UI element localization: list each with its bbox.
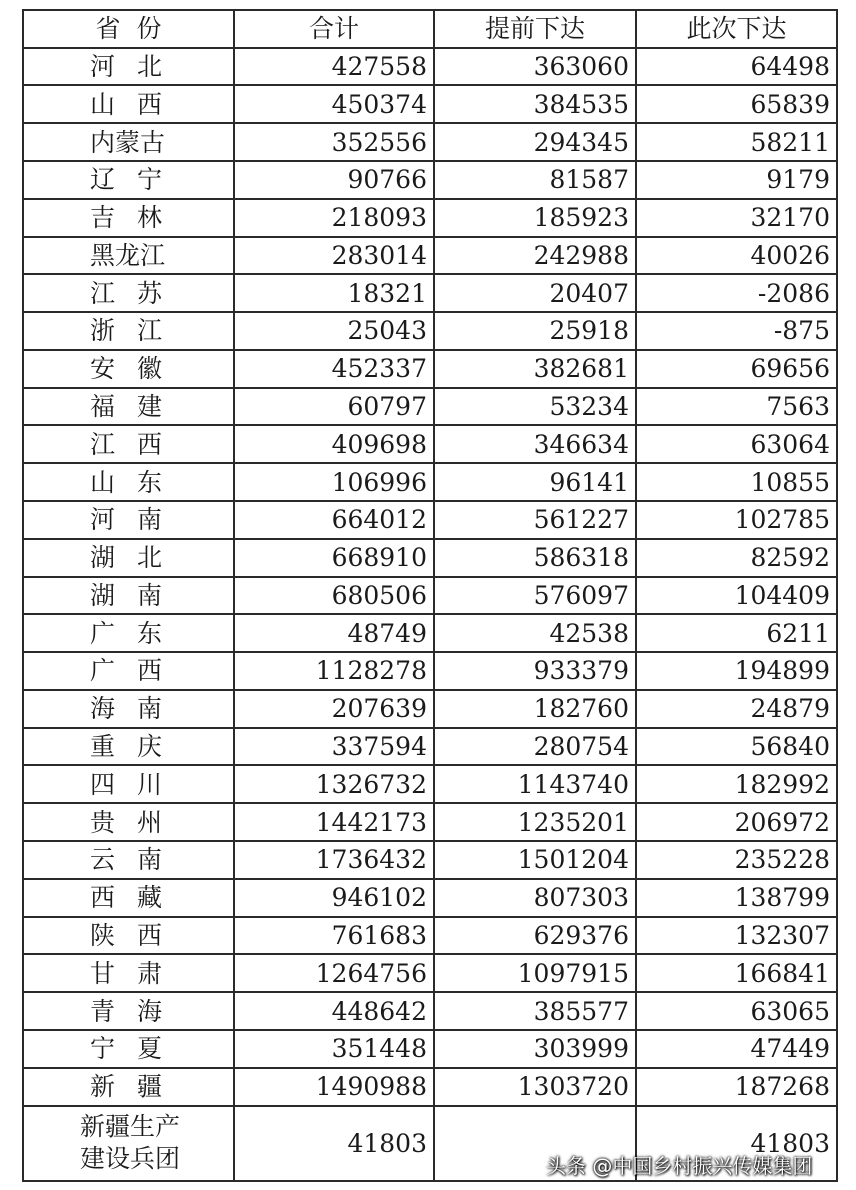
advance-cell: 576097 bbox=[434, 577, 636, 615]
province-cell: 湖南 bbox=[23, 577, 234, 615]
advance-cell: 1097915 bbox=[434, 954, 636, 992]
header-row bbox=[23, 10, 837, 48]
total-cell: 48749 bbox=[234, 614, 434, 652]
current-cell: 235228 bbox=[636, 841, 837, 879]
current-cell: -875 bbox=[636, 312, 837, 350]
current-cell: 69656 bbox=[636, 350, 837, 388]
table-row bbox=[23, 274, 837, 312]
table-row bbox=[23, 577, 837, 615]
total-cell: 90766 bbox=[234, 161, 434, 199]
current-cell: 63065 bbox=[636, 992, 837, 1030]
province-cell: 安徽 bbox=[23, 350, 234, 388]
table-row bbox=[23, 954, 837, 992]
current-cell: 102785 bbox=[636, 501, 837, 539]
advance-cell: 182760 bbox=[434, 690, 636, 728]
total-cell: 1128278 bbox=[234, 652, 434, 690]
header-province: 省 份 bbox=[23, 10, 234, 48]
current-cell: 10855 bbox=[636, 463, 837, 501]
table-row bbox=[23, 312, 837, 350]
header-total: 合计 bbox=[234, 10, 434, 48]
current-cell: 194899 bbox=[636, 652, 837, 690]
province-line-2: 建设兵团 bbox=[80, 1144, 181, 1174]
table-row bbox=[23, 388, 837, 426]
province-cell: 浙江 bbox=[23, 312, 234, 350]
total-cell: 60797 bbox=[234, 388, 434, 426]
current-cell: 58211 bbox=[636, 123, 837, 161]
advance-cell: 933379 bbox=[434, 652, 636, 690]
advance-cell: 20407 bbox=[434, 274, 636, 312]
advance-cell: 185923 bbox=[434, 199, 636, 237]
total-cell: 1490988 bbox=[234, 1068, 434, 1106]
advance-cell: 807303 bbox=[434, 879, 636, 917]
province-cell: 福建 bbox=[23, 388, 234, 426]
total-cell: 1326732 bbox=[234, 765, 434, 803]
advance-cell: 586318 bbox=[434, 539, 636, 577]
advance-cell: 1235201 bbox=[434, 803, 636, 841]
table-row bbox=[23, 1030, 837, 1068]
advance-cell: 96141 bbox=[434, 463, 636, 501]
province-cell: 黑龙江 bbox=[23, 237, 234, 275]
current-cell: 32170 bbox=[636, 199, 837, 237]
total-cell: 41803 bbox=[234, 1106, 434, 1181]
current-cell: 82592 bbox=[636, 539, 837, 577]
province-line-1: 新疆生产 bbox=[80, 1111, 181, 1141]
table-row bbox=[23, 765, 837, 803]
province-cell: 重庆 bbox=[23, 728, 234, 766]
current-cell: 64498 bbox=[636, 48, 837, 86]
total-cell: 351448 bbox=[234, 1030, 434, 1068]
advance-cell: 1501204 bbox=[434, 841, 636, 879]
table-row bbox=[23, 728, 837, 766]
advance-cell: 242988 bbox=[434, 237, 636, 275]
table-row bbox=[23, 161, 837, 199]
province-cell: 河南 bbox=[23, 501, 234, 539]
advance-cell: 385577 bbox=[434, 992, 636, 1030]
table-row bbox=[23, 501, 837, 539]
table-row bbox=[23, 879, 837, 917]
table-row bbox=[23, 1068, 837, 1106]
table-row bbox=[23, 614, 837, 652]
total-cell: 352556 bbox=[234, 123, 434, 161]
advance-cell: 25918 bbox=[434, 312, 636, 350]
advance-cell: 280754 bbox=[434, 728, 636, 766]
total-cell: 452337 bbox=[234, 350, 434, 388]
province-cell: 陕西 bbox=[23, 917, 234, 955]
province-cell: 新疆 bbox=[23, 1068, 234, 1106]
total-cell: 1264756 bbox=[234, 954, 434, 992]
current-cell: -2086 bbox=[636, 274, 837, 312]
total-cell: 106996 bbox=[234, 463, 434, 501]
current-cell: 166841 bbox=[636, 954, 837, 992]
current-cell: 63064 bbox=[636, 425, 837, 463]
total-cell: 25043 bbox=[234, 312, 434, 350]
header-current: 此次下达 bbox=[636, 10, 837, 48]
table-row bbox=[23, 841, 837, 879]
current-cell: 104409 bbox=[636, 577, 837, 615]
province-cell: 河北 bbox=[23, 48, 234, 86]
province-cell: 四川 bbox=[23, 765, 234, 803]
table-row bbox=[23, 48, 837, 86]
table-row bbox=[23, 803, 837, 841]
advance-cell: 1143740 bbox=[434, 765, 636, 803]
advance-cell: 81587 bbox=[434, 161, 636, 199]
watermark: 头条 @中国乡村振兴传媒集团 bbox=[546, 1154, 813, 1178]
allocation-table bbox=[22, 9, 838, 1182]
advance-cell: 1303720 bbox=[434, 1068, 636, 1106]
total-cell: 1442173 bbox=[234, 803, 434, 841]
table-row bbox=[23, 992, 837, 1030]
total-cell: 218093 bbox=[234, 199, 434, 237]
table-row bbox=[23, 917, 837, 955]
province-cell bbox=[23, 1106, 234, 1181]
current-cell: 47449 bbox=[636, 1030, 837, 1068]
advance-cell: 363060 bbox=[434, 48, 636, 86]
total-cell: 1736432 bbox=[234, 841, 434, 879]
current-cell: 187268 bbox=[636, 1068, 837, 1106]
current-cell: 132307 bbox=[636, 917, 837, 955]
province-cell: 贵州 bbox=[23, 803, 234, 841]
advance-cell: 384535 bbox=[434, 85, 636, 123]
current-cell: 65839 bbox=[636, 85, 837, 123]
table-row bbox=[23, 425, 837, 463]
total-cell: 18321 bbox=[234, 274, 434, 312]
total-cell: 680506 bbox=[234, 577, 434, 615]
current-cell: 6211 bbox=[636, 614, 837, 652]
province-cell: 宁夏 bbox=[23, 1030, 234, 1068]
table-row bbox=[23, 123, 837, 161]
province-cell: 吉林 bbox=[23, 199, 234, 237]
advance-cell: 382681 bbox=[434, 350, 636, 388]
province-cell: 云南 bbox=[23, 841, 234, 879]
advance-cell: 629376 bbox=[434, 917, 636, 955]
total-cell: 946102 bbox=[234, 879, 434, 917]
table-row bbox=[23, 463, 837, 501]
province-cell: 西藏 bbox=[23, 879, 234, 917]
province-cell: 山西 bbox=[23, 85, 234, 123]
current-cell: 9179 bbox=[636, 161, 837, 199]
total-cell: 448642 bbox=[234, 992, 434, 1030]
table-row bbox=[23, 350, 837, 388]
advance-cell: 294345 bbox=[434, 123, 636, 161]
total-cell: 207639 bbox=[234, 690, 434, 728]
table-row bbox=[23, 199, 837, 237]
advance-cell: 346634 bbox=[434, 425, 636, 463]
province-cell: 辽宁 bbox=[23, 161, 234, 199]
current-cell: 41803 bbox=[636, 1106, 837, 1181]
province-cell: 山东 bbox=[23, 463, 234, 501]
advance-cell: 561227 bbox=[434, 501, 636, 539]
current-cell: 40026 bbox=[636, 237, 837, 275]
total-cell: 664012 bbox=[234, 501, 434, 539]
province-cell: 湖北 bbox=[23, 539, 234, 577]
total-cell: 283014 bbox=[234, 237, 434, 275]
table-body bbox=[23, 48, 837, 1106]
current-cell: 24879 bbox=[636, 690, 837, 728]
table-row bbox=[23, 539, 837, 577]
province-cell: 海南 bbox=[23, 690, 234, 728]
table-row bbox=[23, 690, 837, 728]
province-cell: 广西 bbox=[23, 652, 234, 690]
total-cell: 450374 bbox=[234, 85, 434, 123]
total-cell: 761683 bbox=[234, 917, 434, 955]
total-cell: 409698 bbox=[234, 425, 434, 463]
province-cell: 江苏 bbox=[23, 274, 234, 312]
table-row bbox=[23, 85, 837, 123]
current-cell: 182992 bbox=[636, 765, 837, 803]
advance-cell: 303999 bbox=[434, 1030, 636, 1068]
province-cell: 青海 bbox=[23, 992, 234, 1030]
current-cell: 138799 bbox=[636, 879, 837, 917]
advance-cell: 42538 bbox=[434, 614, 636, 652]
total-cell: 668910 bbox=[234, 539, 434, 577]
total-cell: 427558 bbox=[234, 48, 434, 86]
advance-cell: 53234 bbox=[434, 388, 636, 426]
province-cell: 广东 bbox=[23, 614, 234, 652]
total-cell: 337594 bbox=[234, 728, 434, 766]
header-advance: 提前下达 bbox=[434, 10, 636, 48]
current-cell: 56840 bbox=[636, 728, 837, 766]
province-cell: 江西 bbox=[23, 425, 234, 463]
table-row bbox=[23, 652, 837, 690]
province-cell: 甘肃 bbox=[23, 954, 234, 992]
current-cell: 7563 bbox=[636, 388, 837, 426]
table-row bbox=[23, 237, 837, 275]
current-cell: 206972 bbox=[636, 803, 837, 841]
province-cell: 内蒙古 bbox=[23, 123, 234, 161]
